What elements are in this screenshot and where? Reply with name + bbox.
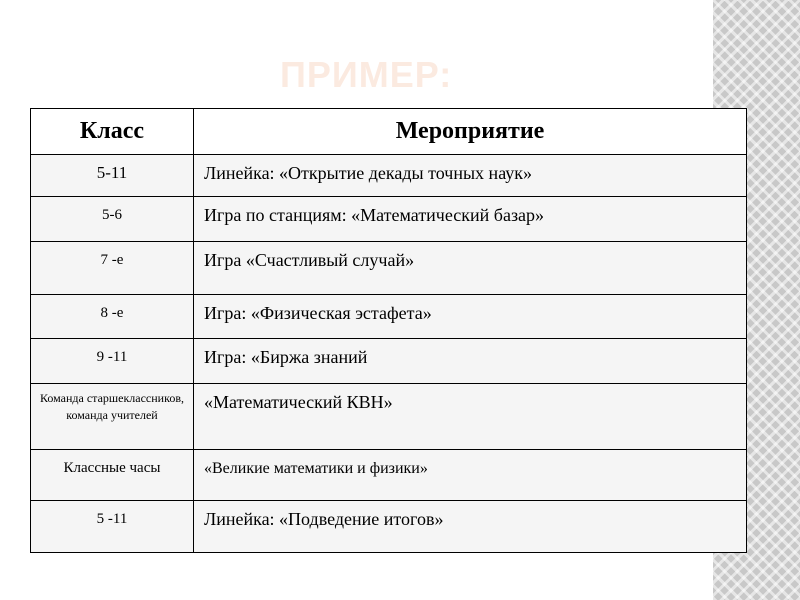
header-class: Класс bbox=[31, 109, 194, 155]
cell-event: Линейка: «Подведение итогов» bbox=[194, 501, 747, 553]
table-row bbox=[31, 295, 747, 339]
cell-class: 7 -е bbox=[31, 242, 194, 295]
cell-class: 9 -11 bbox=[31, 339, 194, 384]
table-row bbox=[31, 242, 747, 295]
table-row bbox=[31, 197, 747, 242]
table-row bbox=[31, 450, 747, 501]
header-event: Мероприятие bbox=[194, 109, 747, 155]
cell-event: Игра «Счастливый случай» bbox=[194, 242, 747, 295]
cell-event: Игра: «Биржа знаний bbox=[194, 339, 747, 384]
table-row bbox=[31, 501, 747, 553]
cell-class: Команда старшеклассников, команда учителей bbox=[31, 384, 194, 450]
table-row bbox=[31, 339, 747, 384]
table-row bbox=[31, 384, 747, 450]
cell-event: «Великие математики и физики» bbox=[194, 450, 747, 501]
table-header-row bbox=[31, 109, 747, 155]
cell-event: Игра по станциям: «Математический базар» bbox=[194, 197, 747, 242]
cell-class: 8 -е bbox=[31, 295, 194, 339]
cell-class: 5-11 bbox=[31, 155, 194, 197]
cell-event: Игра: «Физическая эстафета» bbox=[194, 295, 747, 339]
cell-event: «Математический КВН» bbox=[194, 384, 747, 450]
cell-class: 5 -11 bbox=[31, 501, 194, 553]
cell-class: Классные часы bbox=[31, 450, 194, 501]
events-table bbox=[30, 108, 747, 553]
table-row bbox=[31, 155, 747, 197]
cell-class: 5-6 bbox=[31, 197, 194, 242]
cell-event: Линейка: «Открытие декады точных наук» bbox=[194, 155, 747, 197]
slide-title: ПРИМЕР: bbox=[280, 54, 453, 95]
